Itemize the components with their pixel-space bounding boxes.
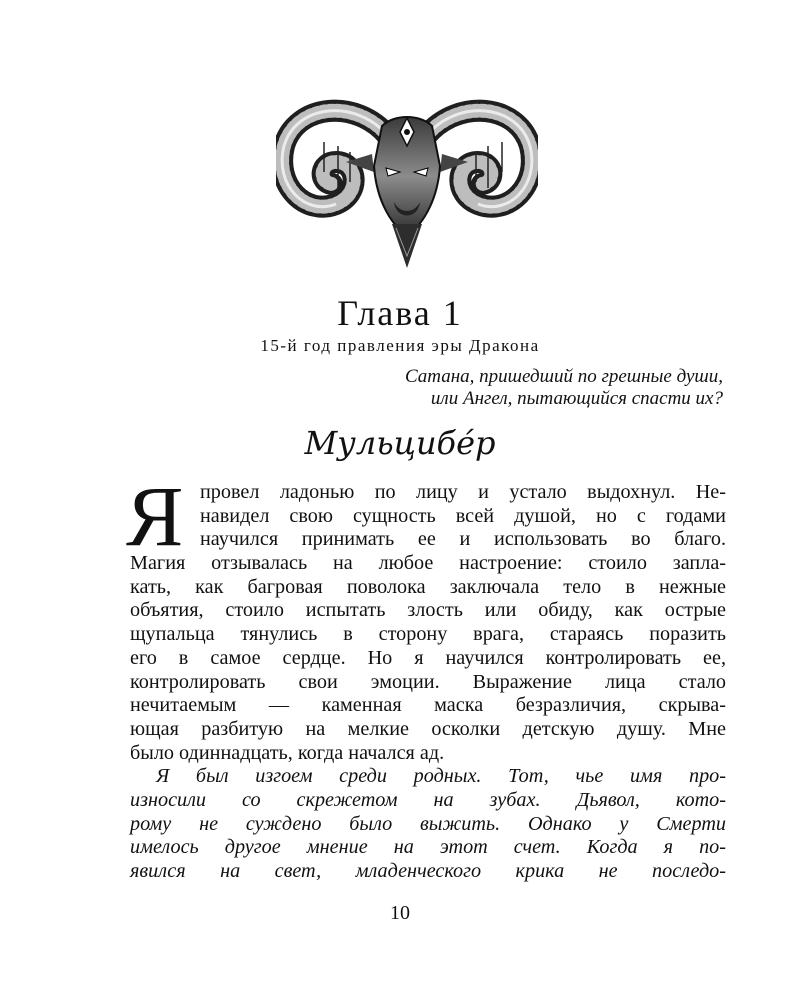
text-line: провел ладонью по лицу и устало выдохнул. Не- [200, 481, 726, 503]
text-line: его в самое сердце. Но я научился контролировать ее, [130, 646, 726, 669]
epigraph [243, 366, 723, 410]
text-line: имелось другое мнение на этот счет. Когда я по- [130, 836, 726, 859]
pov-character-name: Мульцибе́р [304, 424, 496, 462]
text-line: явился на свет, младенческого крика не последо- [130, 860, 726, 882]
text-line: было одиннадцать, когда начался ад. [130, 741, 445, 764]
epigraph-line: Сатана, пришедший по грешные души, [405, 366, 723, 387]
text-line: износили со скрежетом на зубах. Дьявол, кото- [130, 788, 726, 811]
drop-cap: Я [126, 468, 184, 564]
text-line: рому не суждено было выжить. Однако у Смерти [130, 812, 726, 835]
text-line: ющая разбитую на мелкие осколки детскую душу. Мне [130, 717, 726, 740]
text-line: Магия отзывалась на любое настроение: стоило запла- [130, 552, 726, 575]
text-line: контролировать свои эмоции. Выражение лица стало [130, 670, 726, 693]
epigraph-line: или Ангел, пытающийся спасти их? [430, 388, 723, 409]
text-line: щупальца тянулись в сторону врага, стараясь поразить [130, 623, 726, 646]
text-line: научился принимать ее и использовать во благо. [200, 528, 726, 551]
chapter-subtitle: 15-й год правления эры Дракона [260, 336, 540, 355]
page-number: 10 [390, 902, 410, 924]
text-line: нечитаемым — каменная маска безразличия, скрыва- [130, 694, 726, 717]
chapter-title: Глава 1 [337, 293, 463, 333]
text-line: навидел свою сущность всей душой, но с годами [200, 504, 726, 527]
ram-head-illustration [276, 96, 538, 272]
ram-face-icon [374, 117, 440, 268]
text-line: кать, как багровая поволока заключала тело в нежные [130, 575, 726, 598]
chapter-body [126, 468, 726, 884]
text-line: Я был изгоем среди родных. Тот, чье имя про- [156, 765, 726, 788]
text-line: объятия, стоило испытать злость или обиду, как острые [130, 599, 726, 622]
